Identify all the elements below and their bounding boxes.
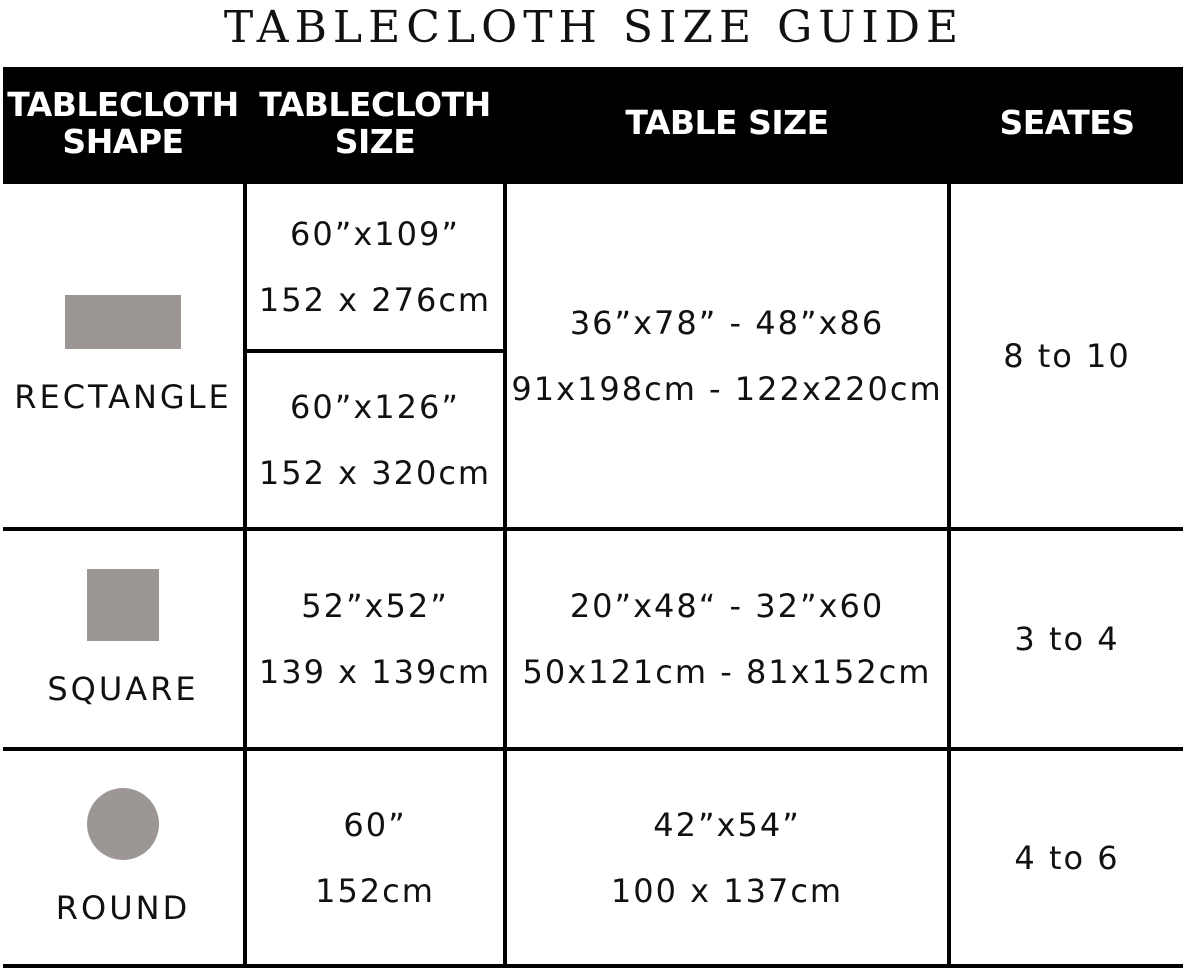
tablecloth-size-cell [247, 531, 503, 747]
header-shape-line2: SHAPE [62, 121, 184, 161]
table-size-cm: 50x121cm - 81x152cm [522, 653, 932, 691]
table-size-cell [507, 751, 947, 964]
tablecloth-size-cm: 152 x 276cm [258, 280, 492, 319]
seats-value: 8 to 10 [1003, 336, 1131, 375]
table-size-inches: 42”x54” [653, 805, 801, 844]
header-shape [3, 67, 243, 180]
shape-cell-round [3, 751, 243, 964]
header-shape-line1: TABLECLOTH [7, 84, 239, 124]
header-seats [951, 67, 1183, 180]
size-guide-table [3, 67, 1183, 968]
table-size-cell [507, 184, 947, 527]
header-seats-label: SEATES [999, 103, 1135, 143]
shape-cell-square [3, 531, 243, 747]
tablecloth-size-inches: 60”x126” [290, 388, 460, 426]
table-size-cm: 91x198cm - 122x220cm [511, 369, 943, 408]
tablecloth-size-inches: 60”x109” [290, 214, 460, 253]
tablecloth-size-inches: 60” [343, 805, 407, 844]
shape-label-round: ROUND [55, 888, 191, 927]
table-size-cell [507, 531, 947, 747]
rectangle-shape-icon [65, 295, 181, 349]
seats-cell [951, 184, 1183, 527]
shape-label-rectangle: RECTANGLE [14, 377, 232, 416]
tablecloth-size-cm: 152 x 320cm [258, 454, 492, 492]
table-size-inches: 20”x48“ - 32”x60 [569, 587, 885, 625]
tablecloth-size-cm: 139 x 139cm [258, 653, 492, 691]
seats-cell [951, 531, 1183, 747]
page-title: TABLECLOTH SIZE GUIDE [223, 2, 965, 53]
header-size-line2: SIZE [334, 121, 416, 161]
seats-value: 4 to 6 [1014, 838, 1120, 877]
seats-cell [951, 751, 1183, 964]
table-size-inches: 36”x78” - 48”x86 [569, 303, 885, 342]
seats-value: 3 to 4 [1014, 620, 1120, 658]
tablecloth-size-inches: 52”x52” [301, 587, 449, 625]
shape-cell-rectangle [3, 184, 243, 527]
header-size-line1: TABLECLOTH [259, 84, 491, 124]
tablecloth-size-cm: 152cm [315, 871, 435, 910]
header-size [247, 67, 503, 180]
circle-shape-icon [87, 788, 159, 860]
tablecloth-size-cell [247, 184, 503, 349]
square-shape-icon [87, 569, 159, 641]
tablecloth-size-cell [247, 751, 503, 964]
shape-label-square: SQUARE [47, 670, 199, 708]
table-size-cm: 100 x 137cm [610, 871, 844, 910]
header-table-size-label: TABLE SIZE [625, 103, 829, 143]
header-table-size [507, 67, 947, 180]
tablecloth-size-cell [247, 353, 503, 527]
